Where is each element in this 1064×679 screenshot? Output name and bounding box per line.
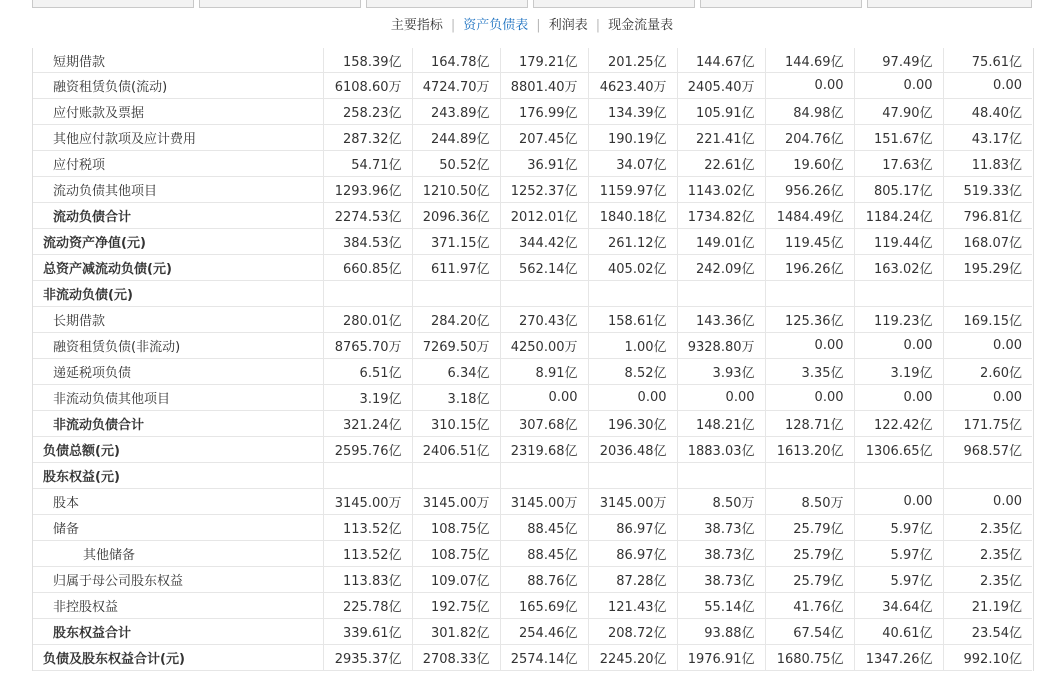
value-cell: 3.93亿 [677, 359, 765, 385]
value-cell: 22.61亿 [677, 151, 765, 177]
value-cell: 158.39亿 [323, 48, 412, 73]
row-label: 融资租赁负债(非流动) [33, 333, 323, 359]
table-row [33, 177, 1032, 203]
value-cell: 371.15亿 [412, 229, 500, 255]
value-cell: 119.44亿 [854, 229, 943, 255]
value-cell: 7269.50万 [412, 333, 500, 359]
table-row [33, 489, 1032, 515]
value-cell: 225.78亿 [323, 593, 412, 619]
value-cell: 310.15亿 [412, 411, 500, 437]
period-tab[interactable] [533, 0, 695, 8]
value-cell: 254.46亿 [500, 619, 588, 645]
value-cell: 1143.02亿 [677, 177, 765, 203]
value-cell: 144.69亿 [765, 48, 854, 73]
value-cell: 258.23亿 [323, 99, 412, 125]
row-label: 总资产减流动负债(元) [33, 255, 323, 281]
row-label: 应付账款及票据 [33, 99, 323, 125]
value-cell: 134.39亿 [588, 99, 677, 125]
value-cell: 34.07亿 [588, 151, 677, 177]
value-cell: 8.52亿 [588, 359, 677, 385]
value-cell: 992.10亿 [943, 645, 1032, 671]
subnav-separator: | [536, 18, 541, 33]
value-cell: 301.82亿 [412, 619, 500, 645]
table-row [33, 515, 1032, 541]
value-cell: 179.21亿 [500, 48, 588, 73]
value-cell: 2574.14亿 [500, 645, 588, 671]
value-cell: 1347.26亿 [854, 645, 943, 671]
row-label: 股东权益(元) [33, 463, 323, 489]
value-cell: 307.68亿 [500, 411, 588, 437]
value-cell: 192.75亿 [412, 593, 500, 619]
value-cell [412, 463, 500, 489]
value-cell: 0.00 [765, 73, 854, 99]
value-cell: 105.91亿 [677, 99, 765, 125]
value-cell: 3145.00万 [323, 489, 412, 515]
row-label: 流动资产净值(元) [33, 229, 323, 255]
value-cell: 164.78亿 [412, 48, 500, 73]
value-cell: 1613.20亿 [765, 437, 854, 463]
value-cell: 201.25亿 [588, 48, 677, 73]
value-cell: 50.52亿 [412, 151, 500, 177]
value-cell: 1484.49亿 [765, 203, 854, 229]
value-cell: 148.21亿 [677, 411, 765, 437]
value-cell: 4250.00万 [500, 333, 588, 359]
value-cell: 321.24亿 [323, 411, 412, 437]
value-cell: 660.85亿 [323, 255, 412, 281]
value-cell: 244.89亿 [412, 125, 500, 151]
value-cell: 0.00 [588, 385, 677, 411]
value-cell: 207.45亿 [500, 125, 588, 151]
value-cell: 2406.51亿 [412, 437, 500, 463]
value-cell: 108.75亿 [412, 515, 500, 541]
row-label: 非流动负债(元) [33, 281, 323, 307]
value-cell: 344.42亿 [500, 229, 588, 255]
row-label: 其他储备 [33, 541, 323, 567]
table-row [33, 229, 1032, 255]
table-row [33, 48, 1032, 73]
value-cell: 43.17亿 [943, 125, 1032, 151]
row-label: 流动负债合计 [33, 203, 323, 229]
row-label: 股本 [33, 489, 323, 515]
value-cell: 196.26亿 [765, 255, 854, 281]
value-cell: 93.88亿 [677, 619, 765, 645]
value-cell: 54.71亿 [323, 151, 412, 177]
row-label: 非流动负债其他项目 [33, 385, 323, 411]
section-header-row [33, 281, 1032, 307]
row-label: 非流动负债合计 [33, 411, 323, 437]
value-cell: 5.97亿 [854, 567, 943, 593]
value-cell: 1883.03亿 [677, 437, 765, 463]
value-cell: 171.75亿 [943, 411, 1032, 437]
value-cell: 119.23亿 [854, 307, 943, 333]
value-cell: 113.83亿 [323, 567, 412, 593]
table-row [33, 541, 1032, 567]
subnav-separator: | [450, 18, 456, 33]
value-cell: 2.35亿 [943, 541, 1032, 567]
value-cell [500, 463, 588, 489]
value-cell: 4623.40万 [588, 73, 677, 99]
value-cell: 128.71亿 [765, 411, 854, 437]
value-cell: 88.45亿 [500, 515, 588, 541]
balance-sheet-table [33, 48, 1032, 671]
row-label: 负债及股东权益合计(元) [33, 645, 323, 671]
value-cell: 41.76亿 [765, 593, 854, 619]
value-cell: 1184.24亿 [854, 203, 943, 229]
value-cell: 38.73亿 [677, 541, 765, 567]
value-cell: 562.14亿 [500, 255, 588, 281]
value-cell: 8801.40万 [500, 73, 588, 99]
value-cell: 2405.40万 [677, 73, 765, 99]
value-cell: 2012.01亿 [500, 203, 588, 229]
value-cell: 968.57亿 [943, 437, 1032, 463]
value-cell: 1210.50亿 [412, 177, 500, 203]
value-cell: 151.67亿 [854, 125, 943, 151]
row-label: 应付税项 [33, 151, 323, 177]
table-row [33, 125, 1032, 151]
subnav-cash-flow[interactable]: 现金流量表 [608, 18, 674, 33]
value-cell: 280.01亿 [323, 307, 412, 333]
value-cell: 6108.60万 [323, 73, 412, 99]
value-cell: 55.14亿 [677, 593, 765, 619]
value-cell: 23.54亿 [943, 619, 1032, 645]
value-cell [943, 281, 1032, 307]
value-cell: 86.97亿 [588, 541, 677, 567]
value-cell: 144.67亿 [677, 48, 765, 73]
value-cell: 0.00 [854, 73, 943, 99]
value-cell: 19.60亿 [765, 151, 854, 177]
value-cell: 8.91亿 [500, 359, 588, 385]
value-cell: 0.00 [677, 385, 765, 411]
section-header-row [33, 463, 1032, 489]
value-cell [412, 281, 500, 307]
value-cell: 2.35亿 [943, 515, 1032, 541]
table-row [33, 73, 1032, 99]
value-cell: 1680.75亿 [765, 645, 854, 671]
table-row [33, 99, 1032, 125]
subnav-main-indicators[interactable]: 主要指标 [390, 18, 443, 33]
value-cell: 208.72亿 [588, 619, 677, 645]
value-cell: 611.97亿 [412, 255, 500, 281]
value-cell: 2595.76亿 [323, 437, 412, 463]
value-cell [500, 281, 588, 307]
value-cell: 1840.18亿 [588, 203, 677, 229]
value-cell: 2.35亿 [943, 567, 1032, 593]
value-cell: 1159.97亿 [588, 177, 677, 203]
value-cell: 158.61亿 [588, 307, 677, 333]
value-cell: 196.30亿 [588, 411, 677, 437]
value-cell: 17.63亿 [854, 151, 943, 177]
table-row [33, 359, 1032, 385]
value-cell: 0.00 [854, 489, 943, 515]
value-cell: 3145.00万 [588, 489, 677, 515]
value-cell: 113.52亿 [323, 515, 412, 541]
period-tab[interactable] [700, 0, 862, 8]
value-cell: 190.19亿 [588, 125, 677, 151]
value-cell: 3145.00万 [500, 489, 588, 515]
value-cell: 38.73亿 [677, 567, 765, 593]
value-cell [323, 281, 412, 307]
value-cell: 38.73亿 [677, 515, 765, 541]
value-cell: 0.00 [500, 385, 588, 411]
table-row [33, 645, 1032, 671]
value-cell: 796.81亿 [943, 203, 1032, 229]
value-cell: 519.33亿 [943, 177, 1032, 203]
period-tab[interactable] [32, 0, 194, 8]
value-cell: 221.41亿 [677, 125, 765, 151]
value-cell: 121.43亿 [588, 593, 677, 619]
value-cell: 261.12亿 [588, 229, 677, 255]
value-cell: 143.36亿 [677, 307, 765, 333]
value-cell: 165.69亿 [500, 593, 588, 619]
value-cell: 125.36亿 [765, 307, 854, 333]
value-cell [677, 281, 765, 307]
value-cell: 47.90亿 [854, 99, 943, 125]
value-cell: 2319.68亿 [500, 437, 588, 463]
value-cell [323, 463, 412, 489]
value-cell: 6.34亿 [412, 359, 500, 385]
value-cell: 2096.36亿 [412, 203, 500, 229]
table-row [33, 619, 1032, 645]
period-tab-strip [32, 0, 1032, 10]
value-cell: 86.97亿 [588, 515, 677, 541]
value-cell: 1252.37亿 [500, 177, 588, 203]
period-tab[interactable] [366, 0, 528, 8]
value-cell: 25.79亿 [765, 567, 854, 593]
value-cell: 87.28亿 [588, 567, 677, 593]
value-cell: 1306.65亿 [854, 437, 943, 463]
value-cell: 956.26亿 [765, 177, 854, 203]
table-row [33, 151, 1032, 177]
value-cell: 243.89亿 [412, 99, 500, 125]
period-tab[interactable] [867, 0, 1032, 8]
value-cell: 84.98亿 [765, 99, 854, 125]
value-cell: 405.02亿 [588, 255, 677, 281]
balance-sheet-table-container [32, 48, 1034, 671]
value-cell [588, 463, 677, 489]
subnav-separator: | [595, 18, 601, 33]
value-cell: 339.61亿 [323, 619, 412, 645]
value-cell: 2935.37亿 [323, 645, 412, 671]
value-cell: 11.83亿 [943, 151, 1032, 177]
value-cell: 0.00 [943, 333, 1032, 359]
value-cell: 6.51亿 [323, 359, 412, 385]
value-cell: 168.07亿 [943, 229, 1032, 255]
value-cell: 48.40亿 [943, 99, 1032, 125]
value-cell: 287.32亿 [323, 125, 412, 151]
value-cell: 0.00 [943, 73, 1032, 99]
value-cell: 34.64亿 [854, 593, 943, 619]
value-cell [943, 463, 1032, 489]
value-cell: 36.91亿 [500, 151, 588, 177]
value-cell: 0.00 [854, 385, 943, 411]
table-row [33, 593, 1032, 619]
value-cell [677, 463, 765, 489]
value-cell: 67.54亿 [765, 619, 854, 645]
value-cell: 75.61亿 [943, 48, 1032, 73]
value-cell: 0.00 [943, 385, 1032, 411]
value-cell: 109.07亿 [412, 567, 500, 593]
report-subnav [32, 12, 1032, 40]
value-cell: 242.09亿 [677, 255, 765, 281]
value-cell: 88.76亿 [500, 567, 588, 593]
table-row [33, 411, 1032, 437]
subnav-income-statement[interactable]: 利润表 [548, 18, 588, 33]
subnav-balance-sheet[interactable]: 资产负债表 [463, 18, 529, 33]
value-cell: 2274.53亿 [323, 203, 412, 229]
value-cell: 1293.96亿 [323, 177, 412, 203]
value-cell: 270.43亿 [500, 307, 588, 333]
row-label: 递延税项负债 [33, 359, 323, 385]
row-label: 流动负债其他项目 [33, 177, 323, 203]
value-cell: 2.60亿 [943, 359, 1032, 385]
row-label: 其他应付款项及应计费用 [33, 125, 323, 151]
table-row [33, 333, 1032, 359]
table-row [33, 255, 1032, 281]
table-row [33, 203, 1032, 229]
table-row [33, 567, 1032, 593]
value-cell: 9328.80万 [677, 333, 765, 359]
value-cell: 3.35亿 [765, 359, 854, 385]
row-label: 非控股权益 [33, 593, 323, 619]
value-cell: 4724.70万 [412, 73, 500, 99]
value-cell: 805.17亿 [854, 177, 943, 203]
value-cell [854, 281, 943, 307]
value-cell: 97.49亿 [854, 48, 943, 73]
value-cell: 122.42亿 [854, 411, 943, 437]
value-cell: 40.61亿 [854, 619, 943, 645]
value-cell: 149.01亿 [677, 229, 765, 255]
table-row [33, 307, 1032, 333]
value-cell: 0.00 [943, 489, 1032, 515]
value-cell: 163.02亿 [854, 255, 943, 281]
value-cell: 3.19亿 [854, 359, 943, 385]
row-label: 股东权益合计 [33, 619, 323, 645]
value-cell: 284.20亿 [412, 307, 500, 333]
value-cell: 3145.00万 [412, 489, 500, 515]
value-cell: 1734.82亿 [677, 203, 765, 229]
table-row [33, 385, 1032, 411]
value-cell: 8765.70万 [323, 333, 412, 359]
row-label: 融资租赁负债(流动) [33, 73, 323, 99]
value-cell: 0.00 [854, 333, 943, 359]
value-cell: 108.75亿 [412, 541, 500, 567]
value-cell: 195.29亿 [943, 255, 1032, 281]
value-cell [588, 281, 677, 307]
value-cell: 8.50万 [677, 489, 765, 515]
value-cell: 2708.33亿 [412, 645, 500, 671]
value-cell: 204.76亿 [765, 125, 854, 151]
value-cell [765, 281, 854, 307]
value-cell: 5.97亿 [854, 515, 943, 541]
row-label: 长期借款 [33, 307, 323, 333]
row-label: 归属于母公司股东权益 [33, 567, 323, 593]
value-cell: 2036.48亿 [588, 437, 677, 463]
value-cell: 2245.20亿 [588, 645, 677, 671]
value-cell: 169.15亿 [943, 307, 1032, 333]
value-cell: 21.19亿 [943, 593, 1032, 619]
period-tab[interactable] [199, 0, 361, 8]
value-cell: 1976.91亿 [677, 645, 765, 671]
value-cell: 0.00 [765, 333, 854, 359]
value-cell [854, 463, 943, 489]
value-cell: 1.00亿 [588, 333, 677, 359]
value-cell: 25.79亿 [765, 515, 854, 541]
value-cell: 25.79亿 [765, 541, 854, 567]
table-row [33, 437, 1032, 463]
value-cell [765, 463, 854, 489]
value-cell: 384.53亿 [323, 229, 412, 255]
value-cell: 5.97亿 [854, 541, 943, 567]
row-label: 储备 [33, 515, 323, 541]
value-cell: 113.52亿 [323, 541, 412, 567]
value-cell: 0.00 [765, 385, 854, 411]
value-cell: 8.50万 [765, 489, 854, 515]
row-label: 短期借款 [33, 48, 323, 73]
value-cell: 119.45亿 [765, 229, 854, 255]
row-label: 负债总额(元) [33, 437, 323, 463]
value-cell: 3.19亿 [323, 385, 412, 411]
value-cell: 176.99亿 [500, 99, 588, 125]
value-cell: 88.45亿 [500, 541, 588, 567]
value-cell: 3.18亿 [412, 385, 500, 411]
